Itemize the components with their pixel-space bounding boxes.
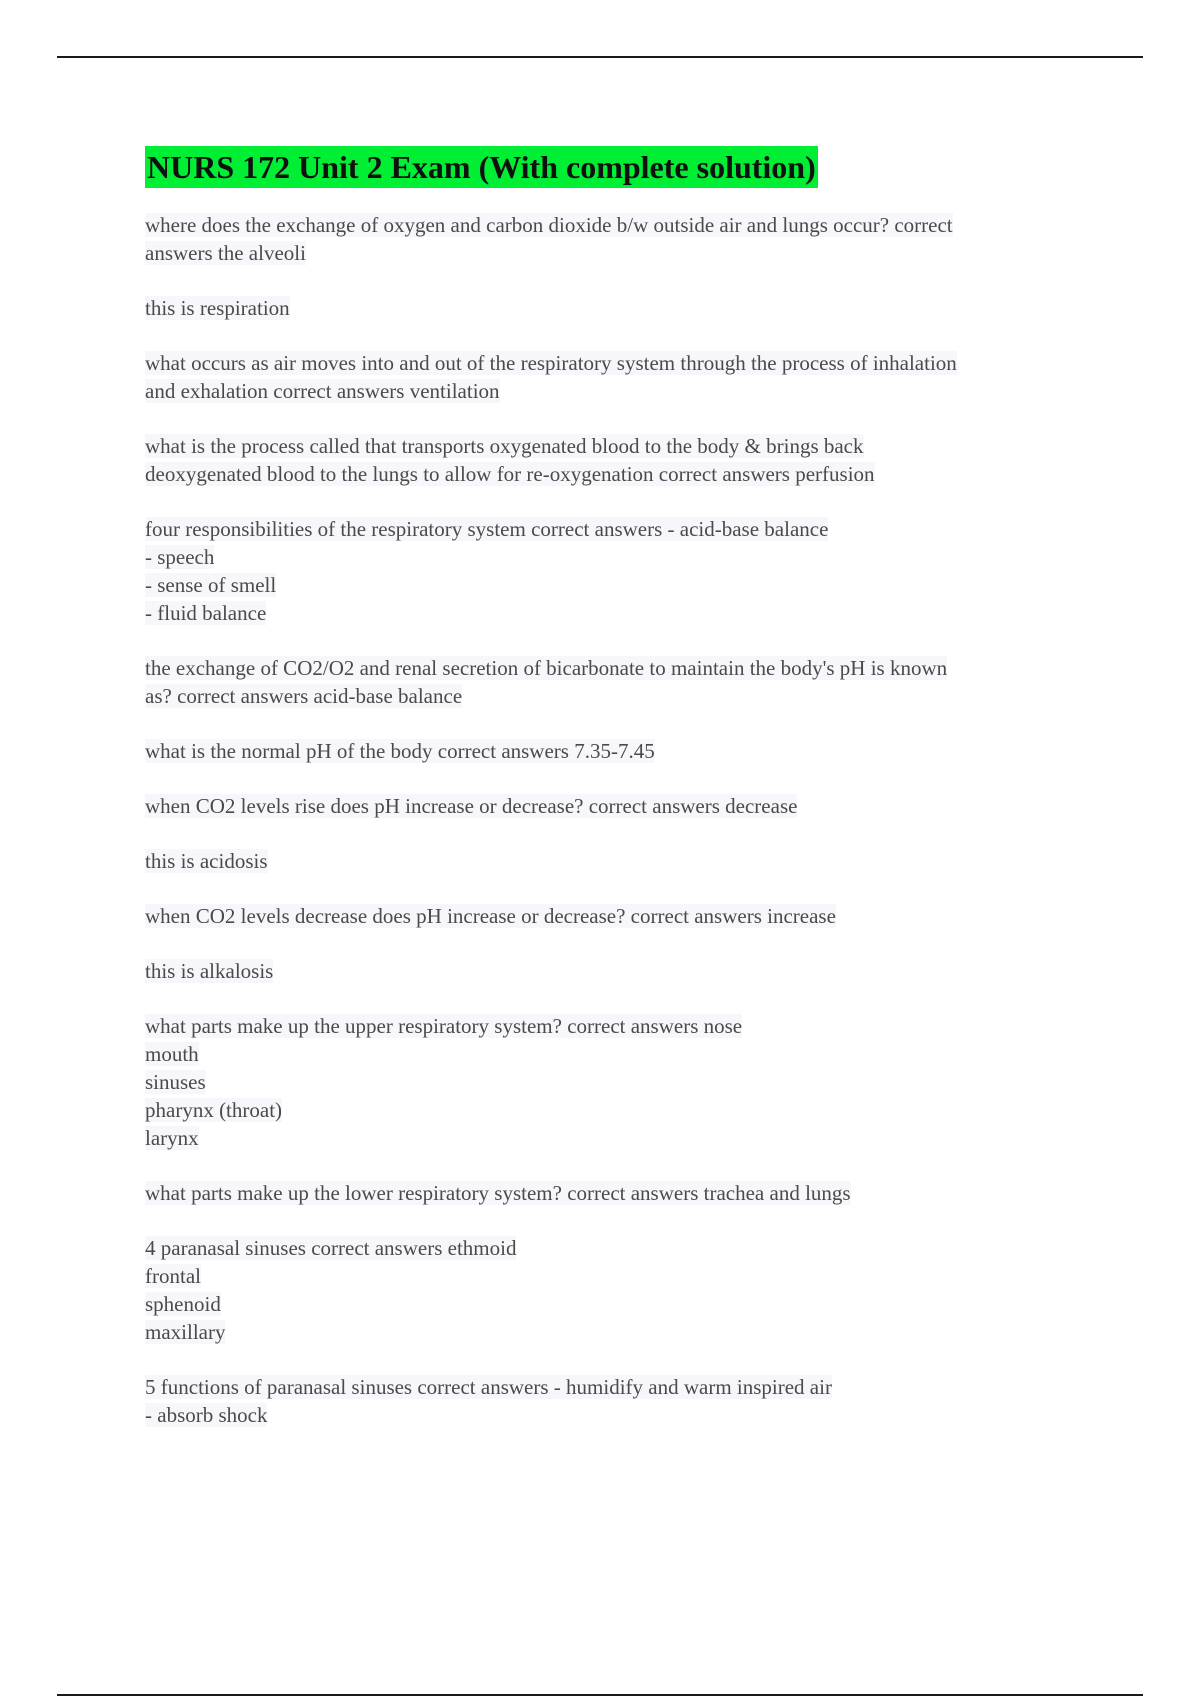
qa-line bbox=[145, 737, 1085, 765]
qa-line-text: the exchange of CO2/O2 and renal secretion of bicarbonate to maintain the body's pH is known bbox=[145, 656, 948, 680]
qa-line-text: - sense of smell bbox=[145, 573, 277, 597]
qa-line-text: this is alkalosis bbox=[145, 959, 274, 983]
bottom-divider bbox=[57, 1694, 1143, 1696]
qa-line bbox=[145, 1096, 1085, 1124]
qa-entry bbox=[145, 902, 1085, 930]
top-divider bbox=[57, 56, 1143, 58]
qa-entry bbox=[145, 957, 1085, 985]
qa-line bbox=[145, 377, 1085, 405]
qa-line-text: and exhalation correct answers ventilation bbox=[145, 379, 500, 403]
qa-line bbox=[145, 1318, 1085, 1346]
qa-line-text: four responsibilities of the respiratory system correct answers - acid-base balance bbox=[145, 517, 829, 541]
qa-entry bbox=[145, 211, 1085, 267]
qa-line bbox=[145, 239, 1085, 267]
qa-entry bbox=[145, 1012, 1085, 1152]
qa-line bbox=[145, 1373, 1085, 1401]
qa-line-text: what parts make up the lower respiratory system? correct answers trachea and lungs bbox=[145, 1181, 851, 1205]
qa-line-text: 5 functions of paranasal sinuses correct answers - humidify and warm inspired air bbox=[145, 1375, 832, 1399]
qa-line bbox=[145, 349, 1085, 377]
qa-line-text: pharynx (throat) bbox=[145, 1098, 283, 1122]
qa-line bbox=[145, 1040, 1085, 1068]
qa-line-text: what parts make up the upper respiratory system? correct answers nose bbox=[145, 1014, 743, 1038]
qa-line bbox=[145, 294, 1085, 322]
qa-line-text: what is the process called that transports oxygenated blood to the body & brings back bbox=[145, 434, 864, 458]
qa-entry bbox=[145, 1234, 1085, 1346]
qa-line-text: 4 paranasal sinuses correct answers ethmoid bbox=[145, 1236, 517, 1260]
qa-line bbox=[145, 515, 1085, 543]
qa-entry bbox=[145, 432, 1085, 488]
qa-entry bbox=[145, 1179, 1085, 1207]
qa-line-text: what occurs as air moves into and out of the respiratory system through the process of inhalation bbox=[145, 351, 957, 375]
qa-line bbox=[145, 543, 1085, 571]
qa-line-text: mouth bbox=[145, 1042, 199, 1066]
qa-line bbox=[145, 1179, 1085, 1207]
qa-line-text: - fluid balance bbox=[145, 601, 267, 625]
qa-line-text: sinuses bbox=[145, 1070, 206, 1094]
qa-entry bbox=[145, 737, 1085, 765]
qa-line bbox=[145, 599, 1085, 627]
qa-line bbox=[145, 847, 1085, 875]
qa-entry bbox=[145, 847, 1085, 875]
qa-line-text: when CO2 levels decrease does pH increase or decrease? correct answers increase bbox=[145, 904, 836, 928]
qa-entry bbox=[145, 349, 1085, 405]
qa-entry bbox=[145, 294, 1085, 322]
qa-line-text: - speech bbox=[145, 545, 215, 569]
qa-line bbox=[145, 957, 1085, 985]
qa-line-text: - absorb shock bbox=[145, 1403, 268, 1427]
qa-line-text: when CO2 levels rise does pH increase or decrease? correct answers decrease bbox=[145, 794, 798, 818]
qa-line bbox=[145, 902, 1085, 930]
qa-line-text: deoxygenated blood to the lungs to allow for re-oxygenation correct answers perfusion bbox=[145, 462, 875, 486]
qa-entry bbox=[145, 792, 1085, 820]
qa-line-text: answers the alveoli bbox=[145, 241, 306, 265]
qa-line bbox=[145, 1068, 1085, 1096]
qa-line bbox=[145, 1262, 1085, 1290]
qa-line bbox=[145, 1124, 1085, 1152]
qa-line-text: this is respiration bbox=[145, 296, 290, 320]
qa-entry bbox=[145, 515, 1085, 627]
qa-line bbox=[145, 792, 1085, 820]
qa-line bbox=[145, 1401, 1085, 1429]
qa-line bbox=[145, 1234, 1085, 1262]
qa-line-text: as? correct answers acid-base balance bbox=[145, 684, 463, 708]
qa-line bbox=[145, 682, 1085, 710]
qa-line bbox=[145, 432, 1085, 460]
qa-line-text: frontal bbox=[145, 1264, 201, 1288]
qa-entry bbox=[145, 1373, 1085, 1429]
qa-line-text: maxillary bbox=[145, 1320, 226, 1344]
qa-line bbox=[145, 654, 1085, 682]
document-body bbox=[145, 146, 1085, 1456]
qa-line bbox=[145, 1290, 1085, 1318]
qa-line bbox=[145, 1012, 1085, 1040]
qa-line-text: what is the normal pH of the body correct answers 7.35-7.45 bbox=[145, 739, 655, 763]
qa-line bbox=[145, 211, 1085, 239]
qa-line-text: where does the exchange of oxygen and carbon dioxide b/w outside air and lungs occur? correct bbox=[145, 213, 953, 237]
qa-line bbox=[145, 571, 1085, 599]
qa-entry bbox=[145, 654, 1085, 710]
qa-line bbox=[145, 460, 1085, 488]
qa-line-text: larynx bbox=[145, 1126, 199, 1150]
qa-line-text: this is acidosis bbox=[145, 849, 268, 873]
qa-line-text: sphenoid bbox=[145, 1292, 221, 1316]
document-title: NURS 172 Unit 2 Exam (With complete solution) bbox=[145, 146, 818, 188]
qa-list bbox=[145, 211, 1085, 1429]
